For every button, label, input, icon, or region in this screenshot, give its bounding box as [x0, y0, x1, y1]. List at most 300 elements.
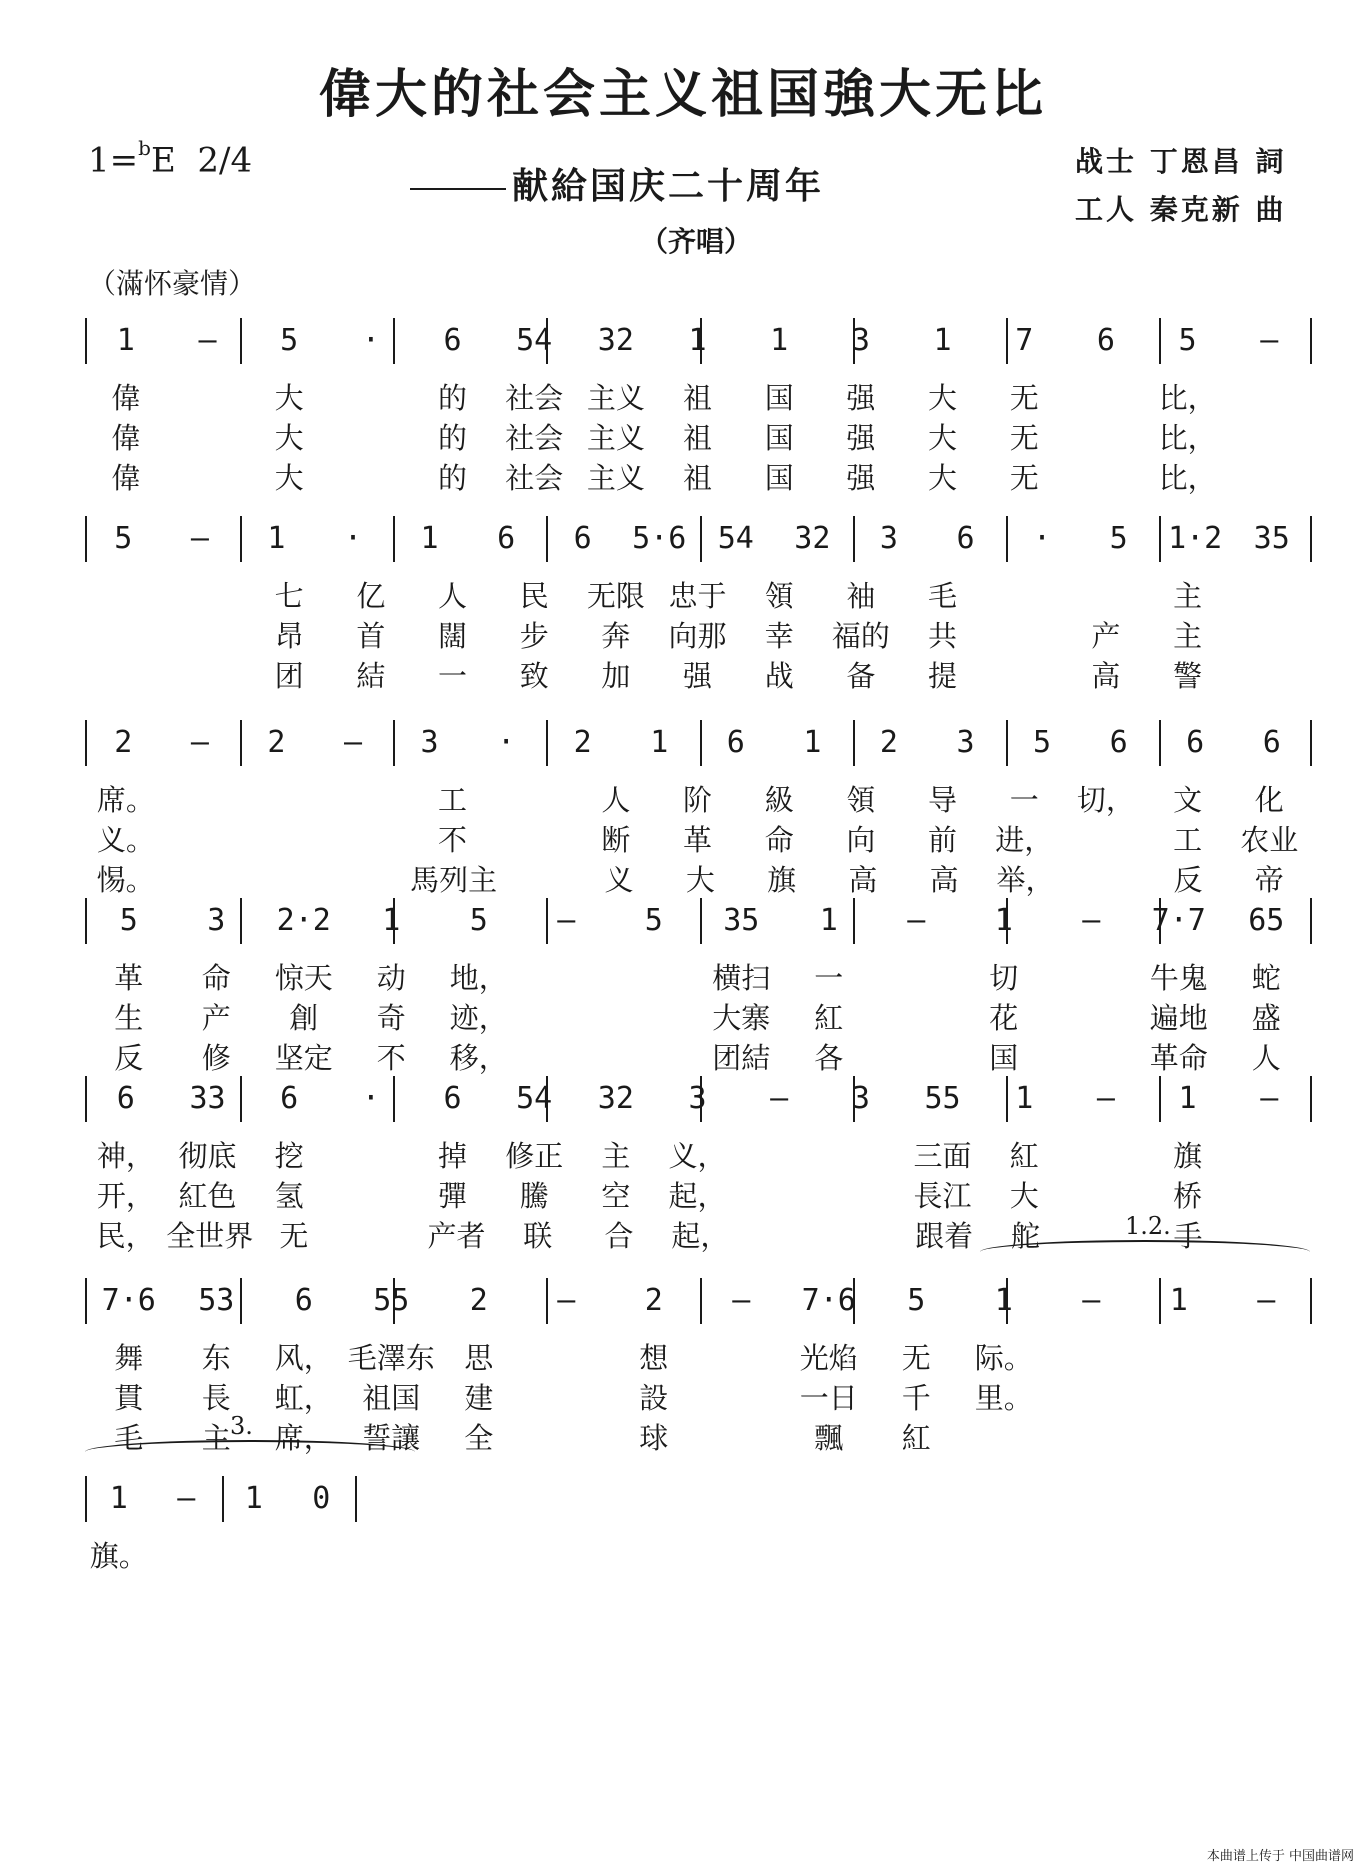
lyric-word — [167, 456, 249, 497]
lyric-line — [85, 574, 1310, 615]
lyric-word: 向那 — [668, 619, 727, 653]
note: 5 — [469, 903, 488, 938]
lyric-word: 大寨 — [712, 1001, 771, 1035]
note: 1 — [770, 323, 789, 358]
lyric-word: 反 — [1173, 863, 1203, 897]
note: 1 — [994, 1283, 1013, 1318]
lyric-word — [983, 574, 1065, 615]
lyric-word: 切， — [1076, 783, 1135, 817]
lyric-word — [493, 818, 575, 859]
lyric-word: 忠于 — [668, 579, 727, 613]
note: 2 — [573, 725, 592, 760]
note: 6 — [573, 521, 592, 556]
lyric-word: 袖 — [846, 579, 876, 613]
lyric-word: 騰 — [519, 1179, 549, 1213]
lyric-word: 盛 — [1251, 1001, 1281, 1035]
note: 0 — [312, 1481, 331, 1516]
lyric-word: 社会 — [505, 421, 564, 455]
lyric-word: 大 — [1009, 1179, 1039, 1213]
lyric-word: 牛鬼 — [1149, 961, 1208, 995]
lyric-word: 国 — [764, 461, 794, 495]
performance-note: （齐唱） — [640, 225, 753, 258]
lyric-word: 奇 — [376, 1001, 406, 1035]
lyric-word — [738, 1174, 820, 1215]
lyric-word: 无 — [279, 1219, 309, 1253]
lyric-word — [873, 1036, 961, 1077]
lyric-word: 不 — [438, 823, 468, 857]
lyric-word — [330, 1174, 412, 1215]
lyric-word: 东 — [201, 1341, 231, 1375]
lyric-word: 空 — [601, 1179, 631, 1213]
lyric-word: 旗 — [1173, 1139, 1203, 1173]
lyric-word — [1048, 996, 1136, 1037]
lyric-word: 工 — [1173, 823, 1203, 857]
lyric-word: 思 — [464, 1341, 494, 1375]
lyric-word: 亿 — [356, 579, 386, 613]
note: 32 — [794, 521, 831, 556]
lyric-word — [523, 1336, 611, 1377]
lyric-word: 化 — [1254, 783, 1284, 817]
note: · — [497, 725, 516, 760]
note: 6 — [497, 521, 516, 556]
lyric-word: 虹， — [274, 1381, 333, 1415]
lyric-word — [167, 778, 249, 819]
lyric-word: 警 — [1173, 659, 1203, 693]
volta-label: 1.2. — [1125, 1212, 1171, 1240]
lyric-word: 紅色 — [178, 1179, 237, 1213]
note: 1 — [267, 521, 286, 556]
lyric-word: 主 — [1173, 579, 1203, 613]
lyric-word: 民， — [96, 1219, 155, 1253]
lyric-word: 飄 — [814, 1421, 844, 1455]
lyric-word — [820, 1174, 902, 1215]
lyric-word — [1228, 614, 1310, 655]
volta-label: 3. — [230, 1412, 253, 1440]
lyric-word — [288, 1534, 356, 1575]
lyric-word — [493, 778, 575, 819]
lyric-word: 进， — [995, 823, 1054, 857]
lyric-word: 强 — [683, 659, 713, 693]
lyric-word: 桥 — [1173, 1179, 1203, 1213]
barline — [1310, 318, 1312, 364]
note: 54 — [717, 521, 754, 556]
note: — — [343, 725, 362, 760]
lyric-word — [335, 1214, 416, 1255]
note: 7 — [1015, 323, 1034, 358]
notes-row — [85, 516, 1310, 562]
lyric-word: 福的 — [831, 619, 890, 653]
lyric-word — [248, 818, 330, 859]
lyric-word: 文 — [1173, 783, 1203, 817]
lyric-word: 舞 — [114, 1341, 144, 1375]
note: · — [361, 1081, 380, 1116]
lyric-word: 掉 — [438, 1139, 468, 1173]
note: 5 — [114, 521, 133, 556]
lyric-word: 各 — [814, 1041, 844, 1075]
lyric-word — [220, 1534, 288, 1575]
lyric-word: 团 — [274, 659, 304, 693]
lyric-word — [1065, 1134, 1147, 1175]
key-prefix: 1= — [88, 140, 139, 181]
barline — [355, 1476, 357, 1522]
lyric-word: 貫 — [114, 1381, 144, 1415]
note: 35 — [1253, 521, 1290, 556]
lyric-word — [960, 1416, 1048, 1457]
lyric-word — [1228, 1134, 1310, 1175]
lyric-word: 革 — [114, 961, 144, 995]
note: — — [557, 1283, 576, 1318]
note: 1 — [1178, 1081, 1197, 1116]
lyric-word: 蛇 — [1251, 961, 1281, 995]
lyric-word: 义。 — [96, 823, 155, 857]
lyric-word: 产者 — [427, 1219, 486, 1253]
lyric-word: 战 — [764, 659, 794, 693]
note: · — [343, 521, 362, 556]
lyric-word: 的 — [438, 461, 468, 495]
lyric-word — [1048, 956, 1136, 997]
lyric-word: 开， — [96, 1179, 155, 1213]
lyric-line — [85, 1376, 1310, 1417]
note: — — [1257, 1283, 1276, 1318]
lyric-word: 大 — [928, 381, 958, 415]
lyric-word — [85, 654, 167, 695]
lyric-word: 坚定 — [274, 1041, 333, 1075]
notes-row — [85, 720, 1310, 766]
lyric-word: 比， — [1158, 381, 1217, 415]
lyric-word — [248, 778, 330, 819]
lyric-word: 团結 — [712, 1041, 771, 1075]
lyric-word — [1228, 574, 1310, 615]
note: 5 — [1178, 323, 1197, 358]
lyric-line — [85, 1534, 355, 1575]
note: · — [361, 323, 380, 358]
lyric-word: 全世界 — [166, 1219, 254, 1253]
lyric-word: 領 — [846, 783, 876, 817]
lyric-word: 結 — [356, 659, 386, 693]
lyric-word: 修正 — [505, 1139, 564, 1173]
lyric-word: 花 — [989, 1001, 1019, 1035]
lyric-word: 一 — [1009, 783, 1039, 817]
lyric-word — [738, 1134, 820, 1175]
lyric-word: 祖 — [683, 421, 713, 455]
lyric-word: 球 — [639, 1421, 669, 1455]
note: — — [557, 903, 576, 938]
lyric-word — [1223, 1336, 1311, 1377]
note: 54 — [516, 323, 553, 358]
lyric-word — [1048, 1376, 1136, 1417]
lyric-word: 遍地 — [1149, 1001, 1208, 1035]
lyric-word — [497, 858, 578, 899]
lyric-word: 帝 — [1254, 863, 1284, 897]
note: 5 — [119, 903, 138, 938]
lyric-word: 比， — [1158, 461, 1217, 495]
note: 6 — [1262, 725, 1281, 760]
lyric-word: 想 — [639, 1341, 669, 1375]
note: 6 — [443, 1081, 462, 1116]
lyric-word: 舵 — [1010, 1219, 1040, 1253]
lyric-word: 前 — [928, 823, 958, 857]
lyric-word — [1228, 1174, 1310, 1215]
lyric-word: 席， — [274, 1421, 333, 1455]
lyric-word — [610, 956, 698, 997]
lyric-word — [1065, 1174, 1147, 1215]
lyric-word: 国 — [989, 1041, 1019, 1075]
note: 2 — [879, 725, 898, 760]
lyric-word: 际。 — [974, 1341, 1033, 1375]
note: 35 — [723, 903, 760, 938]
lyric-word: 惊天 — [274, 961, 333, 995]
lyric-word — [523, 1036, 611, 1077]
lyric-word — [167, 654, 249, 695]
lyric-word — [983, 654, 1065, 695]
lyric-word: 毛 — [928, 579, 958, 613]
lyric-word: 民 — [519, 579, 549, 613]
note: 1 — [803, 725, 822, 760]
lyric-word: 祖 — [683, 381, 713, 415]
lyric-word: 領 — [764, 579, 794, 613]
lyric-word: 人 — [601, 783, 631, 817]
lyric-word: 强 — [846, 461, 876, 495]
note: 1 — [1015, 1081, 1034, 1116]
note: 3 — [207, 903, 226, 938]
lyric-word: 命 — [201, 961, 231, 995]
lyric-word: 彈 — [438, 1179, 468, 1213]
lyric-word: 强 — [846, 421, 876, 455]
lyric-word — [1228, 376, 1310, 417]
lyric-word: 主 — [601, 1139, 631, 1173]
note: 2 — [114, 725, 133, 760]
note: 55 — [373, 1283, 410, 1318]
lyric-word: 七 — [274, 579, 304, 613]
lyric-word: 人 — [1251, 1041, 1281, 1075]
note: 32 — [597, 323, 634, 358]
lyric-word: 祖国 — [362, 1381, 421, 1415]
lyric-word — [330, 416, 412, 457]
note: 6 — [280, 1081, 299, 1116]
lyric-word — [167, 818, 249, 859]
key-flat: b — [138, 136, 151, 160]
lyric-word: 动 — [376, 961, 406, 995]
lyric-word — [610, 996, 698, 1037]
lyric-word: 生 — [114, 1001, 144, 1035]
lyric-word: 挖 — [274, 1139, 304, 1173]
note: 53 — [198, 1283, 235, 1318]
lyric-word: 革 — [683, 823, 713, 857]
lyric-word — [1065, 574, 1147, 615]
lyric-word — [330, 376, 412, 417]
lyric-word: 大 — [928, 421, 958, 455]
lyric-word — [820, 1134, 902, 1175]
lyric-word — [167, 574, 249, 615]
note: — — [190, 521, 209, 556]
lyric-word: 主义 — [586, 421, 645, 455]
lyric-word: 无 — [1009, 421, 1039, 455]
note: 7·7 — [1151, 903, 1206, 938]
note: 1·2 — [1168, 521, 1223, 556]
subtitle-dash — [410, 188, 506, 190]
lyric-word: 大 — [274, 461, 304, 495]
note: 1 — [688, 323, 707, 358]
lyric-word: 紅 — [901, 1421, 931, 1455]
lyric-word — [1135, 1336, 1223, 1377]
lyric-word — [330, 818, 412, 859]
lyric-word — [167, 376, 249, 417]
lyric-word: 向 — [846, 823, 876, 857]
notes-row — [85, 1476, 355, 1522]
lyric-word: 的 — [438, 381, 468, 415]
lyric-word: 无 — [901, 1341, 931, 1375]
note: — — [190, 725, 209, 760]
lyric-word: 革命 — [1149, 1041, 1208, 1075]
note: 1 — [933, 323, 952, 358]
lyric-word — [523, 956, 611, 997]
note: 65 — [1248, 903, 1285, 938]
lyric-word: 幸 — [764, 619, 794, 653]
lyric-word: 偉 — [111, 381, 141, 415]
lyric-word: 社会 — [505, 461, 564, 495]
lyric-word: 共 — [928, 619, 958, 653]
lyric-word — [330, 1134, 412, 1175]
note: 6 — [956, 521, 975, 556]
note: 3 — [851, 1081, 870, 1116]
lyric-word: 命 — [764, 823, 794, 857]
lyric-word: 毛 — [114, 1421, 144, 1455]
note: — — [732, 1283, 751, 1318]
lyric-word: 社会 — [505, 381, 564, 415]
lyric-word: 神， — [96, 1139, 155, 1173]
lyric-word — [523, 1376, 611, 1417]
lyric-word: 修 — [201, 1041, 231, 1075]
note: 5·6 — [632, 521, 687, 556]
lyric-word: 断 — [601, 823, 631, 857]
lyric-word — [873, 996, 961, 1037]
note: — — [770, 1081, 789, 1116]
lyric-line — [85, 1036, 1310, 1077]
lyric-word — [329, 858, 410, 899]
note: 3 — [420, 725, 439, 760]
lyric-word: 偉 — [111, 461, 141, 495]
lyric-line — [85, 416, 1310, 457]
lyric-word: 長江 — [913, 1179, 972, 1213]
lyric-word: 主 — [1173, 619, 1203, 653]
note: 3 — [956, 725, 975, 760]
lyric-word — [1048, 1336, 1136, 1377]
note: 6 — [726, 725, 745, 760]
lyric-word: 义 — [604, 863, 634, 897]
lyric-word: 致 — [519, 659, 549, 693]
lyric-line — [85, 1134, 1310, 1175]
lyric-word: 加 — [601, 659, 631, 693]
note: 6 — [116, 1081, 135, 1116]
lyric-word: 提 — [928, 659, 958, 693]
note: — — [1260, 323, 1279, 358]
note: — — [177, 1481, 196, 1516]
lyric-word: 步 — [519, 619, 549, 653]
note: 2 — [644, 1283, 663, 1318]
lyric-word: 高 — [848, 863, 878, 897]
note: 6 — [294, 1283, 313, 1318]
lyric-word: 旗 — [767, 863, 797, 897]
lyric-word: 高 — [929, 863, 959, 897]
lyric-line — [85, 614, 1310, 655]
lyric-word: 一 — [438, 659, 468, 693]
note: 6 — [1186, 725, 1205, 760]
note: 32 — [597, 1081, 634, 1116]
lyric-word: 手 — [1173, 1219, 1203, 1253]
lyric-word — [1223, 1376, 1311, 1417]
lyric-word — [1223, 1416, 1311, 1457]
lyric-line — [85, 858, 1310, 899]
note: 6 — [443, 323, 462, 358]
note: · — [1033, 521, 1052, 556]
lyric-word: 农业 — [1240, 823, 1299, 857]
lyric-word: 不 — [376, 1041, 406, 1075]
note: 5 — [280, 323, 299, 358]
lyric-word: 昂 — [274, 619, 304, 653]
lyric-word: 大 — [274, 421, 304, 455]
lyric-word: 高 — [1091, 659, 1121, 693]
lyric-word: 偉 — [111, 421, 141, 455]
lyric-word — [1135, 1376, 1223, 1417]
lyric-word: 人 — [438, 579, 468, 613]
lyric-word: 风， — [274, 1341, 333, 1375]
lyric-word: 强 — [846, 381, 876, 415]
lyric-word: 起， — [671, 1219, 730, 1253]
lyric-word: 导 — [928, 783, 958, 817]
lyric-word: 設 — [639, 1381, 669, 1415]
composer-credit: 工人 秦克新 曲 — [1075, 193, 1287, 226]
key-letter: E — [150, 140, 176, 181]
lyric-word — [1048, 1416, 1136, 1457]
time-signature: 2/4 — [197, 140, 253, 181]
subtitle-text: 献給国庆二十周年 — [512, 165, 825, 207]
lyric-word: 反 — [114, 1041, 144, 1075]
lyric-word: 主义 — [586, 461, 645, 495]
lyric-word — [1065, 456, 1147, 497]
lyric-word — [167, 416, 249, 457]
note: 33 — [189, 1081, 226, 1116]
lyric-word: 举， — [996, 863, 1055, 897]
note: 54 — [516, 1081, 553, 1116]
note: — — [907, 903, 926, 938]
note: 3 — [688, 1081, 707, 1116]
lyric-word — [1228, 416, 1310, 457]
lyric-word — [1065, 416, 1147, 457]
note: 1 — [382, 903, 401, 938]
note: 5 — [644, 903, 663, 938]
note: 1 — [819, 903, 838, 938]
note: 1 — [420, 521, 439, 556]
lyric-word: 迹， — [449, 1001, 508, 1035]
lyric-line — [85, 818, 1310, 859]
note: 7·6 — [101, 1283, 156, 1318]
lyric-word — [1135, 1416, 1223, 1457]
note: 5 — [907, 1283, 926, 1318]
lyric-word: 备 — [846, 659, 876, 693]
lyric-word: 三面 — [913, 1139, 972, 1173]
lyric-word: 全 — [464, 1421, 494, 1455]
lyric-word — [1228, 654, 1310, 695]
subtitle — [410, 158, 824, 209]
lyric-line — [85, 376, 1310, 417]
notes-row — [85, 1278, 1310, 1324]
note: — — [198, 323, 217, 358]
lyric-word — [166, 858, 247, 899]
lyric-word: 紅 — [1009, 1139, 1039, 1173]
lyric-word — [822, 1214, 903, 1255]
lyric-word — [330, 778, 412, 819]
note: 2 — [469, 1283, 488, 1318]
